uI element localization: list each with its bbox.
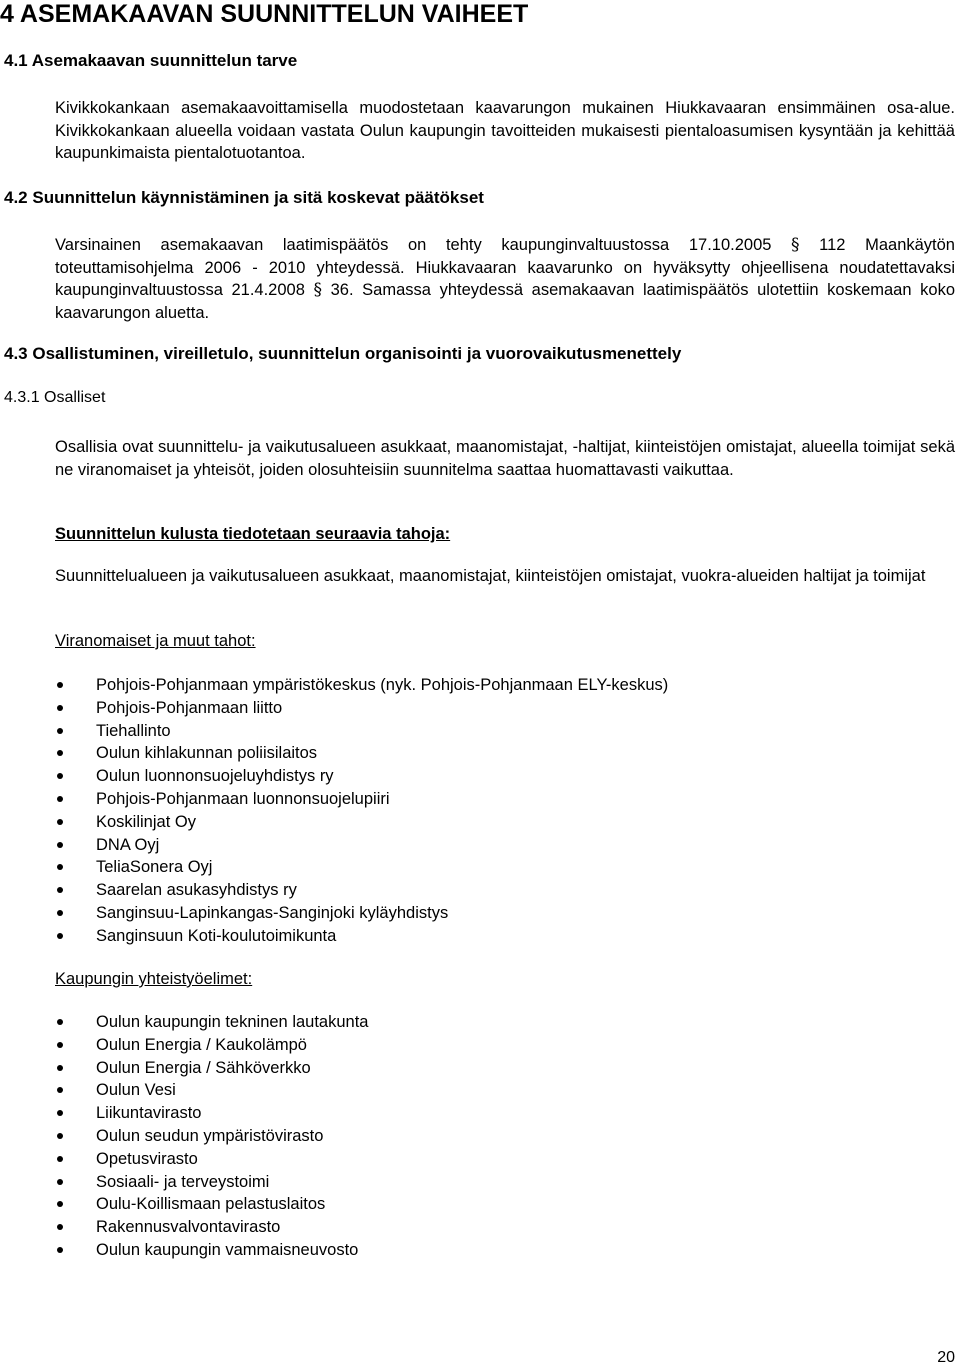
bullet-icon: [57, 1065, 63, 1071]
list-item: [55, 834, 935, 857]
list-item-text: Saarelan asukasyhdistys ry: [96, 881, 297, 900]
list-item: [55, 788, 935, 811]
bullet-icon: [57, 842, 63, 848]
chapter-heading: 4 ASEMAKAAVAN SUUNNITTELUN VAIHEET: [0, 0, 529, 28]
list-item-text: Pohjois-Pohjanmaan liitto: [96, 698, 283, 717]
list-item: [55, 1011, 935, 1034]
bullet-icon: [57, 1042, 63, 1048]
authorities-heading: Viranomaiset ja muut tahot:: [55, 632, 256, 650]
list-item: [55, 1057, 935, 1080]
list-item-text: Oulun kaupungin tekninen lautakunta: [96, 1013, 369, 1031]
list-item-text: Pohjois-Pohjanmaan luonnonsuojelupiiri: [96, 789, 390, 808]
partners-list: [55, 1011, 935, 1262]
list-item: [55, 902, 935, 925]
bullet-icon: [57, 750, 63, 756]
bullet-icon: [57, 864, 63, 870]
list-item: [55, 697, 935, 720]
list-item-text: Koskilinjat Oy: [96, 812, 196, 831]
list-item-text: Oulun kaupungin vammaisneuvosto: [96, 1240, 359, 1259]
list-item-text: Oulun kihlakunnan poliisilaitos: [96, 744, 318, 763]
list-item: [55, 1171, 935, 1194]
list-item: [55, 742, 935, 765]
list-item-text: Oulun Energia / Sähköverkko: [96, 1058, 311, 1077]
stakeholders-paragraph: Osallisia ovat suunnittelu- ja vaikutusalueen asukkaat, maanomistajat, -haltijat, kiinteistöjen omistajat, alueella toimijat sekä ne viranomaiset ja yhteisöt, joiden olosuhteisiin suunnitelma saattaa huomattavasti vaikuttaa.: [55, 438, 955, 479]
list-item: [55, 720, 935, 743]
list-item-text: Pohjois-Pohjanmaan ympäristökeskus (nyk. Pohjois-Pohjanmaan ELY-keskus): [96, 676, 669, 694]
list-item-text: Rakennusvalvontavirasto: [96, 1218, 281, 1237]
list-item-text: Oulun luonnonsuojeluyhdistys ry: [96, 767, 334, 786]
section-4-3-1-heading: 4.3.1 Osalliset: [4, 389, 106, 406]
list-item-text: Liikuntavirasto: [96, 1104, 202, 1123]
section-sign-2: §: [313, 280, 323, 300]
inform-paragraph: Suunnittelualueen ja vaikutusalueen asukkaat, maanomistajat, kiinteistöjen omistajat, vuokra-alueiden haltijat ja toimijat: [55, 567, 926, 585]
list-item: [55, 1148, 935, 1171]
bullet-icon: [57, 1133, 63, 1139]
bullet-icon: [57, 1179, 63, 1185]
list-item-text: Oulun Vesi: [96, 1081, 176, 1100]
section-4-1-heading: 4.1 Asemakaavan suunnittelun tarve: [4, 51, 298, 70]
bullet-icon: [57, 1224, 63, 1230]
bullet-icon: [57, 887, 63, 893]
section-4-2-text-part2: 112 Maankäytön toteuttamisohjelma 2006 - 2010 yhteydessä. Hiukkavaaran kaavarunko on hyväksytty ohjeellisena noudatettavaksi kaupunginvaltuustossa 21.4.2008: [55, 236, 955, 299]
section-4-1-paragraph: Kivikkokankaan asemakaavoittamisella muodostetaan kaavarungon mukainen Hiukkavaaran ensimmäinen osa-alue. Kivikkokankaan alueella voidaan vastata Oulun kaupungin tavoitteiden mukaisesti pientaloasumisen kysyntään ja kehittää kaupunkimaista pientalotuotantoa.: [55, 99, 955, 162]
bullet-icon: [57, 796, 63, 802]
section-4-3-heading: 4.3 Osallistuminen, vireilletulo, suunnittelun organisointi ja vuorovaikutusmenettely: [4, 344, 682, 363]
list-item-text: Sanginsuu-Lapinkangas-Sanginjoki kyläyhdistys: [96, 903, 449, 922]
list-item: [55, 925, 935, 948]
bullet-icon: [57, 705, 63, 711]
list-item-text: Sanginsuun Koti-koulutoimikunta: [96, 926, 337, 945]
partners-heading: Kaupungin yhteistyöelimet:: [55, 970, 253, 988]
bullet-icon: [57, 1247, 63, 1253]
bullet-icon: [57, 773, 63, 779]
bullet-icon: [57, 1201, 63, 1207]
section-4-2-text-part3: 36. Samassa yhteydessä asemakaavan laatimispäätös ulotettiin koskemaan koko kaavarungon aluetta.: [55, 281, 955, 322]
bullet-icon: [57, 819, 63, 825]
list-item-text: Tiehallinto: [96, 721, 171, 740]
page-number: 20: [937, 1349, 955, 1366]
list-item: [55, 856, 935, 879]
section-4-2-paragraph: [55, 234, 955, 324]
bullet-icon: [57, 1087, 63, 1093]
bullet-icon: [57, 1156, 63, 1162]
list-item-text: Oulu-Koillismaan pelastuslaitos: [96, 1195, 326, 1214]
list-item: [55, 1102, 935, 1125]
list-item-text: Opetusvirasto: [96, 1149, 198, 1168]
list-item: [55, 1193, 935, 1216]
list-item: [55, 1034, 935, 1057]
list-item-text: Sosiaali- ja terveystoimi: [96, 1172, 270, 1191]
list-item: [55, 1079, 935, 1102]
list-item-text: TeliaSonera Oyj: [96, 858, 213, 877]
inform-heading: Suunnittelun kulusta tiedotetaan seuraavia tahoja:: [55, 525, 451, 543]
list-item-text: DNA Oyj: [96, 835, 160, 854]
list-item: [55, 1216, 935, 1239]
list-item: [55, 765, 935, 788]
list-item: [55, 1239, 935, 1262]
bullet-icon: [57, 1019, 63, 1025]
bullet-icon: [57, 682, 63, 688]
bullet-icon: [57, 910, 63, 916]
bullet-icon: [57, 1110, 63, 1116]
list-item: [55, 879, 935, 902]
list-item: [55, 811, 935, 834]
list-item: [55, 674, 935, 697]
list-item-text: Oulun Energia / Kaukolämpö: [96, 1035, 307, 1054]
bullet-icon: [57, 933, 63, 939]
authorities-list: [55, 674, 935, 948]
section-4-2-text-part1: Varsinainen asemakaavan laatimispäätös on tehty kaupunginvaltuustossa 17.10.2005: [55, 236, 792, 254]
bullet-icon: [57, 728, 63, 734]
section-sign-1: §: [791, 235, 800, 255]
section-4-2-heading: 4.2 Suunnittelun käynnistäminen ja sitä koskevat päätökset: [4, 188, 484, 207]
list-item: [55, 1125, 935, 1148]
list-item-text: Oulun seudun ympäristövirasto: [96, 1126, 324, 1145]
